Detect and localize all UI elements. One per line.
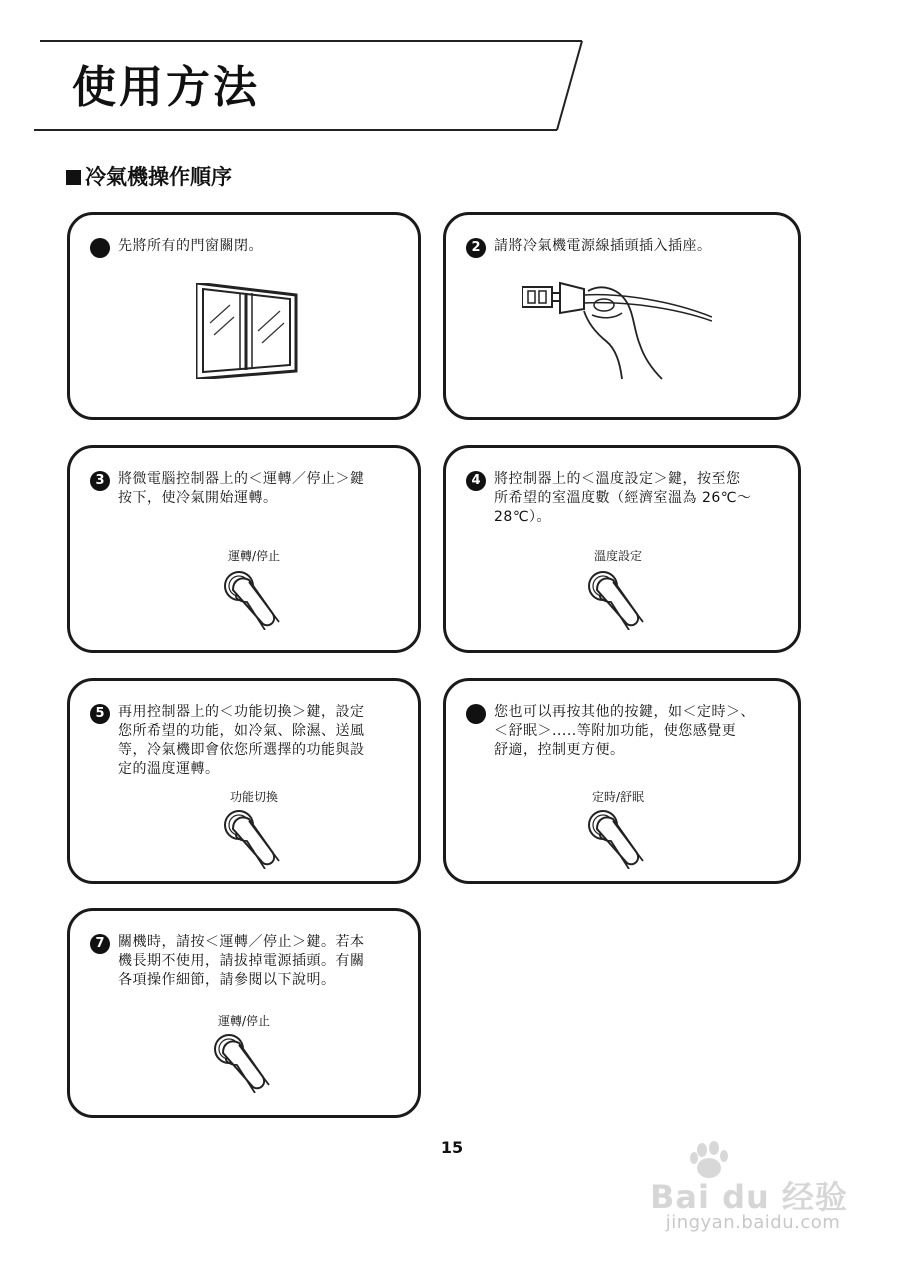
finger-press-icon <box>219 807 289 869</box>
step-text-4: 將控制器上的＜溫度設定＞鍵，按至您 所希望的室溫度數（經濟室溫為 26℃～ 28℃）。 <box>494 471 752 525</box>
button-label-run-stop: 運轉/停止 <box>227 549 281 563</box>
page-number: 15 <box>440 1138 464 1157</box>
page-title: 使用方法 <box>72 62 260 113</box>
step-badge-6 <box>466 704 486 724</box>
window-icon <box>196 283 304 379</box>
finger-press-icon <box>583 568 653 630</box>
finger-press-icon <box>219 568 289 630</box>
button-label-temp-set: 溫度設定 <box>593 549 642 563</box>
step-text-1: 先將所有的門窗關閉。 <box>118 238 263 254</box>
step-card-1 <box>67 212 421 420</box>
button-label-mode-switch: 功能切換 <box>229 790 278 804</box>
step-text-5: 再用控制器上的＜功能切換＞鍵，設定 您所希望的功能，如冷氣、除濕、送風 等，冷氣機即會依您所選擇的功能與設 定的溫度運轉。 <box>118 704 365 777</box>
watermark-brand: Bai du 经验 <box>650 1178 848 1216</box>
step-card-3 <box>67 445 421 653</box>
step-badge-1 <box>90 238 110 258</box>
step-text-6: 您也可以再按其他的按鍵，如＜定時＞、 ＜舒眠＞.....等附加功能，使您感覺更 舒適，控制更方便。 <box>494 704 755 758</box>
section-title <box>66 163 232 191</box>
step-badge-7: 7 <box>90 934 110 954</box>
watermark-url: jingyan.baidu.com <box>665 1212 841 1233</box>
step-text-7: 關機時，請按＜運轉／停止＞鍵。若本 機長期不使用，請拔掉電源插頭。有關 各項操作細節，請參閱以下說明。 <box>118 934 365 988</box>
step-text-2: 請將冷氣機電源線插頭插入插座。 <box>494 238 712 254</box>
step-card-4 <box>443 445 801 653</box>
step-badge-3: 3 <box>90 471 110 491</box>
step-badge-4: 4 <box>466 471 486 491</box>
button-label-run-stop-off: 運轉/停止 <box>217 1014 271 1028</box>
square-bullet-icon <box>66 170 81 185</box>
plug-icon <box>522 273 712 383</box>
step-card-7 <box>67 908 421 1118</box>
step-badge-5: 5 <box>90 704 110 724</box>
section-title-text: 冷氣機操作順序 <box>85 165 232 189</box>
step-badge-2: 2 <box>466 238 486 258</box>
finger-press-icon <box>209 1031 279 1093</box>
button-label-timer-sleep: 定時/舒眠 <box>591 790 645 804</box>
step-card-6 <box>443 678 801 884</box>
step-card-5 <box>67 678 421 884</box>
finger-press-icon <box>583 807 653 869</box>
step-text-3: 將微電腦控制器上的＜運轉／停止＞鍵 按下，使冷氣開始運轉。 <box>118 471 365 506</box>
step-card-2 <box>443 212 801 420</box>
